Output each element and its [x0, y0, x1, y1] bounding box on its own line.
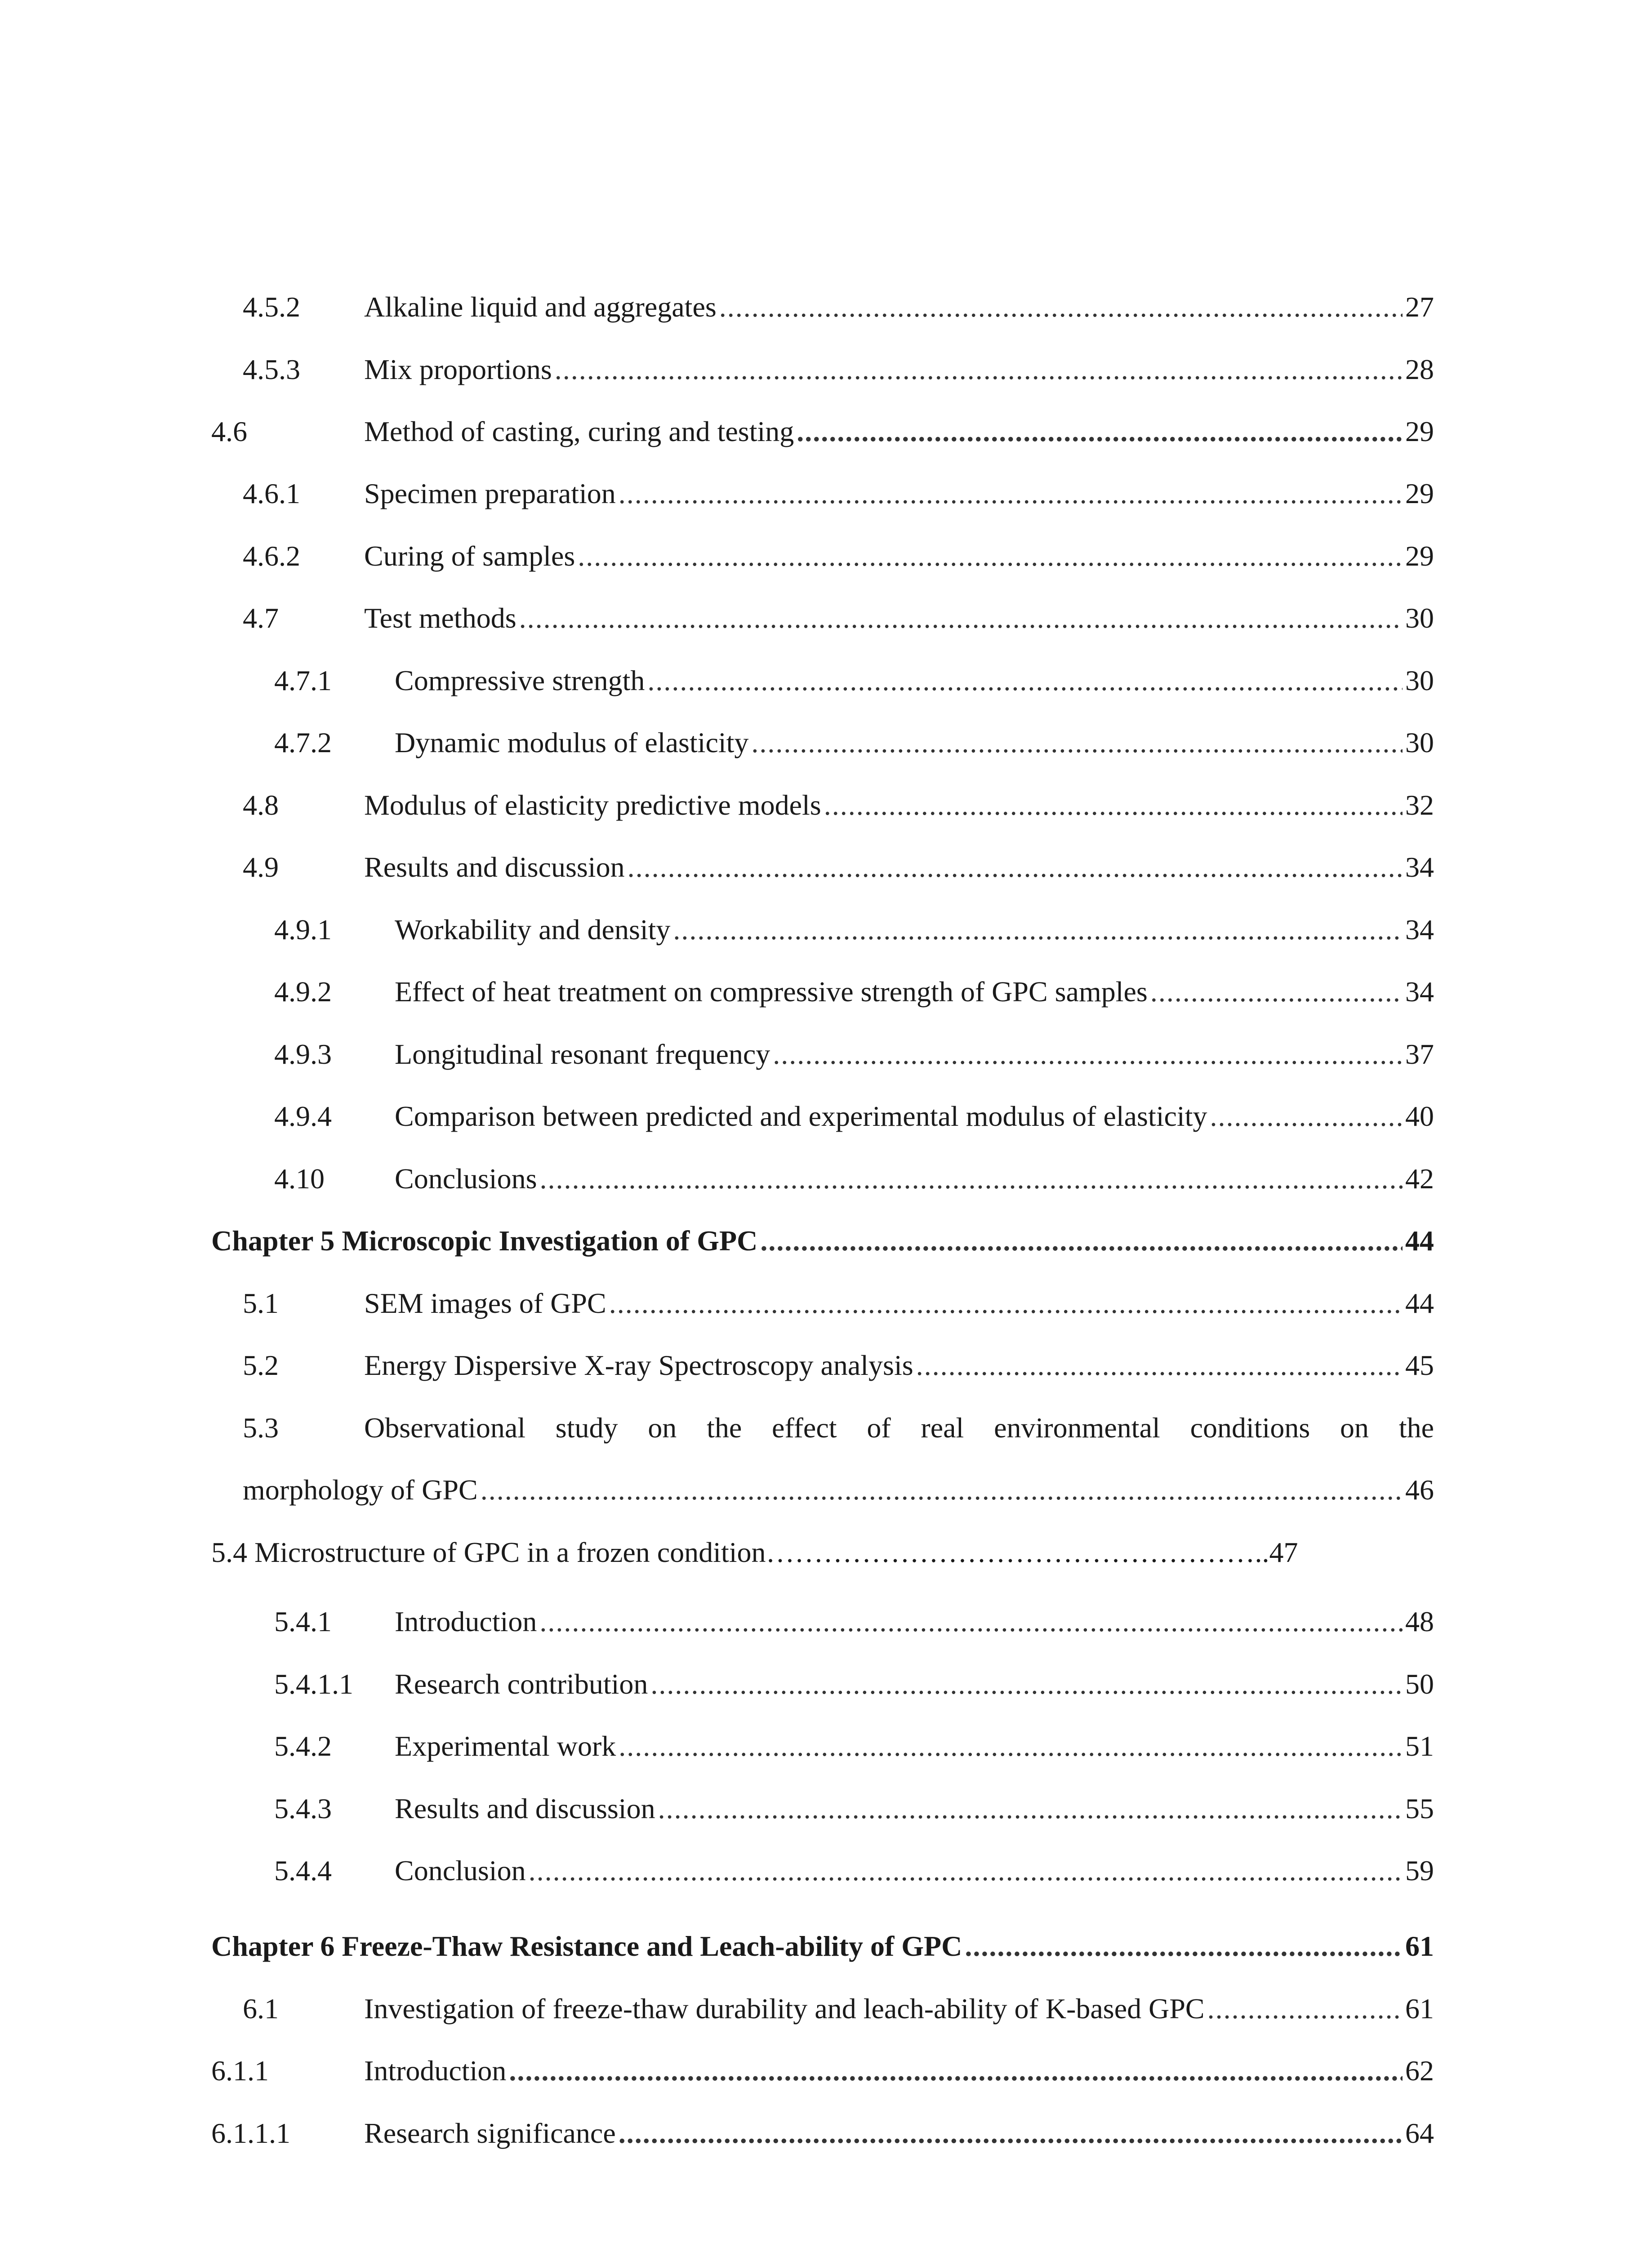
toc-entry[interactable] — [211, 1846, 1434, 1896]
toc-number: 4.7.1 — [274, 665, 332, 696]
dot-leader — [619, 2109, 1403, 2158]
toc-page-number: 37 — [1405, 1038, 1434, 1070]
dot-leader — [609, 1279, 1403, 1328]
toc-page-number: 29 — [1405, 477, 1434, 509]
dot-leader — [628, 843, 1403, 892]
toc-title: Longitudinal resonant frequency — [395, 1038, 770, 1070]
toc-page-number: 44 — [1405, 1225, 1434, 1257]
toc-page-number: 45 — [1405, 1349, 1434, 1381]
toc-number: 4.7.2 — [274, 727, 332, 758]
toc-title: Effect of heat treatment on compressive strength of GPC samples — [395, 976, 1148, 1008]
toc-title: Alkaline liquid and aggregates — [364, 291, 717, 323]
toc-chapter-title: Chapter 6 Freeze-Thaw Resistance and Leach-ability of GPC — [211, 1930, 962, 1962]
toc-page-number: 61 — [1405, 1993, 1434, 2025]
toc-number: 5.4.2 — [274, 1730, 332, 1762]
dot-leader — [539, 1597, 1403, 1646]
toc-number: 4.6.1 — [243, 477, 300, 509]
toc-entry[interactable] — [211, 1597, 1434, 1646]
toc-title: Introduction — [364, 2055, 507, 2087]
toc-title: Energy Dispersive X-ray Spectroscopy analysis — [364, 1349, 913, 1381]
dot-leader — [760, 1216, 1403, 1266]
toc-page-number: 48 — [1405, 1606, 1434, 1637]
dot-leader — [1207, 1984, 1403, 2034]
toc-number: 4.9.2 — [274, 976, 332, 1008]
toc-title: Research significance — [364, 2117, 616, 2149]
toc-number: 5.3 — [243, 1412, 279, 1444]
dot-leader — [529, 1846, 1403, 1896]
toc-number: 4.6 — [211, 415, 247, 447]
toc-page-number: 32 — [1405, 789, 1434, 821]
dot-leader — [773, 1030, 1403, 1079]
toc-page-number: 42 — [1405, 1163, 1434, 1195]
toc-page-number: 55 — [1405, 1793, 1434, 1824]
toc-chapter-title: Chapter 5 Microscopic Investigation of GPC — [211, 1225, 758, 1257]
toc-page-number: 30 — [1405, 727, 1434, 758]
dot-leader — [555, 345, 1403, 394]
toc-title: Comparison between predicted and experimental modulus of elasticity — [395, 1100, 1207, 1132]
toc-number: 5.1 — [243, 1287, 279, 1319]
toc-number: 4.9.3 — [274, 1038, 332, 1070]
toc-title: Research contribution — [395, 1668, 648, 1700]
toc-title: Results and discussion — [364, 851, 625, 883]
toc-number: 5.2 — [243, 1349, 279, 1381]
toc-title: Modulus of elasticity predictive models — [364, 789, 821, 821]
toc-page-number: 62 — [1405, 2055, 1434, 2087]
toc-entry[interactable] — [211, 843, 1434, 892]
toc-page-number: 30 — [1405, 602, 1434, 634]
toc-page-number: 34 — [1405, 976, 1434, 1008]
toc-page-number: 28 — [1405, 353, 1434, 385]
dot-leader — [509, 2046, 1403, 2096]
toc-page-number: 46 — [1405, 1474, 1434, 1506]
toc-title: Introduction — [395, 1606, 537, 1637]
toc-title: Method of casting, curing and testing — [364, 415, 794, 447]
dot-leader — [650, 1659, 1403, 1709]
toc-chapter-entry[interactable] — [211, 1922, 1434, 1971]
dot-leader — [619, 1722, 1403, 1771]
toc-entry[interactable] — [211, 1092, 1434, 1141]
toc-entry[interactable] — [211, 718, 1434, 767]
dot-leader — [797, 407, 1403, 456]
toc-entry[interactable] — [211, 781, 1434, 830]
toc-number: 6.1 — [243, 1993, 279, 2025]
toc-number: 4.6.2 — [243, 540, 300, 572]
toc-number: 5.4.3 — [274, 1793, 332, 1824]
toc-title: Conclusions — [395, 1163, 537, 1195]
dot-leader — [481, 1465, 1403, 1515]
dot-leader — [578, 531, 1403, 581]
toc-title: Compressive strength — [395, 665, 645, 696]
toc-title: SEM images of GPC — [364, 1287, 606, 1319]
toc-entry[interactable] — [211, 1784, 1434, 1833]
toc-page-number: 34 — [1405, 914, 1434, 946]
toc-page-number: 30 — [1405, 665, 1434, 696]
toc-page-number: 29 — [1405, 415, 1434, 447]
toc-number: 4.9.1 — [274, 914, 332, 946]
toc-title: Dynamic modulus of elasticity — [395, 727, 749, 758]
toc-title: Conclusion — [395, 1855, 526, 1887]
toc-number: 4.9.4 — [274, 1100, 332, 1132]
toc-entry[interactable] — [211, 407, 1434, 456]
toc-title: Workability and density — [395, 914, 671, 946]
dot-leader — [619, 469, 1403, 518]
toc-entry[interactable] — [211, 531, 1434, 581]
dot-leader — [824, 781, 1403, 830]
toc-number: 4.5.3 — [243, 353, 300, 385]
toc-page-number: 44 — [1405, 1287, 1434, 1319]
toc-number: 5.4.1.1 — [274, 1668, 353, 1700]
toc-entry[interactable] — [211, 1154, 1434, 1204]
toc-number: 4.9 — [243, 851, 279, 883]
dot-leader — [647, 656, 1403, 705]
toc-entry[interactable] — [211, 967, 1434, 1017]
toc-number: 4.8 — [243, 789, 279, 821]
toc-entry[interactable] — [211, 1341, 1434, 1390]
toc-page-number: 27 — [1405, 291, 1434, 323]
toc-entry-wrapped-line2[interactable] — [243, 1465, 1434, 1515]
toc-page-number: 50 — [1405, 1668, 1434, 1700]
dot-leader — [719, 282, 1403, 332]
toc-entry[interactable] — [211, 1659, 1434, 1709]
toc-page-number: 61 — [1405, 1930, 1434, 1962]
toc-entry[interactable] — [211, 469, 1434, 518]
dot-leader — [1150, 967, 1403, 1017]
toc-title-continued: morphology of GPC — [243, 1474, 478, 1506]
toc-title: Curing of samples — [364, 540, 575, 572]
dot-leader — [1210, 1092, 1403, 1141]
toc-entry[interactable] — [211, 282, 1434, 332]
dot-leader — [916, 1341, 1403, 1390]
toc-title: Specimen preparation — [364, 477, 616, 509]
toc-entry[interactable] — [211, 1030, 1434, 1079]
toc-page-number: 29 — [1405, 540, 1434, 572]
toc-entry-wrapped-line1[interactable] — [211, 1403, 1434, 1453]
toc-entry[interactable] — [211, 656, 1434, 705]
toc-entry[interactable] — [211, 593, 1434, 643]
toc-entry[interactable] — [211, 1984, 1434, 2034]
toc-number: 6.1.1.1 — [211, 2117, 290, 2149]
toc-number: 5.4.4 — [274, 1855, 332, 1887]
toc-title: Mix proportions — [364, 353, 552, 385]
toc-page-number: 40 — [1405, 1100, 1434, 1132]
toc-entry[interactable] — [211, 905, 1434, 955]
toc-page-number: 64 — [1405, 2117, 1434, 2149]
toc-page-number: 51 — [1405, 1730, 1434, 1762]
dot-leader — [673, 905, 1403, 955]
toc-title: Investigation of freeze-thaw durability and leach-ability of K-based GPC — [364, 1993, 1205, 2025]
dot-leader — [751, 718, 1403, 767]
dot-leader — [539, 1154, 1403, 1204]
dot-leader — [519, 593, 1403, 643]
toc-entry[interactable] — [211, 2109, 1434, 2158]
toc-title: Test methods — [364, 602, 517, 634]
dot-leader — [965, 1922, 1403, 1971]
toc-chapter-entry[interactable] — [211, 1216, 1434, 1266]
toc-page-number: 59 — [1405, 1855, 1434, 1887]
toc-entry[interactable] — [211, 2046, 1434, 2096]
toc-entry[interactable] — [211, 1279, 1434, 1328]
toc-title: Observational study on the effect of real environmental conditions on the — [364, 1412, 1434, 1444]
toc-number: 4.10 — [274, 1163, 325, 1195]
toc-page-number: 34 — [1405, 851, 1434, 883]
toc-number: 5.4.1 — [274, 1606, 332, 1637]
toc-title: Experimental work — [395, 1730, 616, 1762]
toc-entry[interactable] — [211, 345, 1434, 394]
toc-number: 4.5.2 — [243, 291, 300, 323]
toc-entry[interactable] — [211, 1722, 1434, 1771]
toc-number: 6.1.1 — [211, 2055, 269, 2087]
dot-leader — [658, 1784, 1403, 1833]
toc-title: Results and discussion — [395, 1793, 655, 1824]
toc-number: 4.7 — [243, 602, 279, 634]
toc-entry[interactable]: 5.4 Microstructure of GPC in a frozen condition……………………………………………..47 — [211, 1536, 1298, 1568]
